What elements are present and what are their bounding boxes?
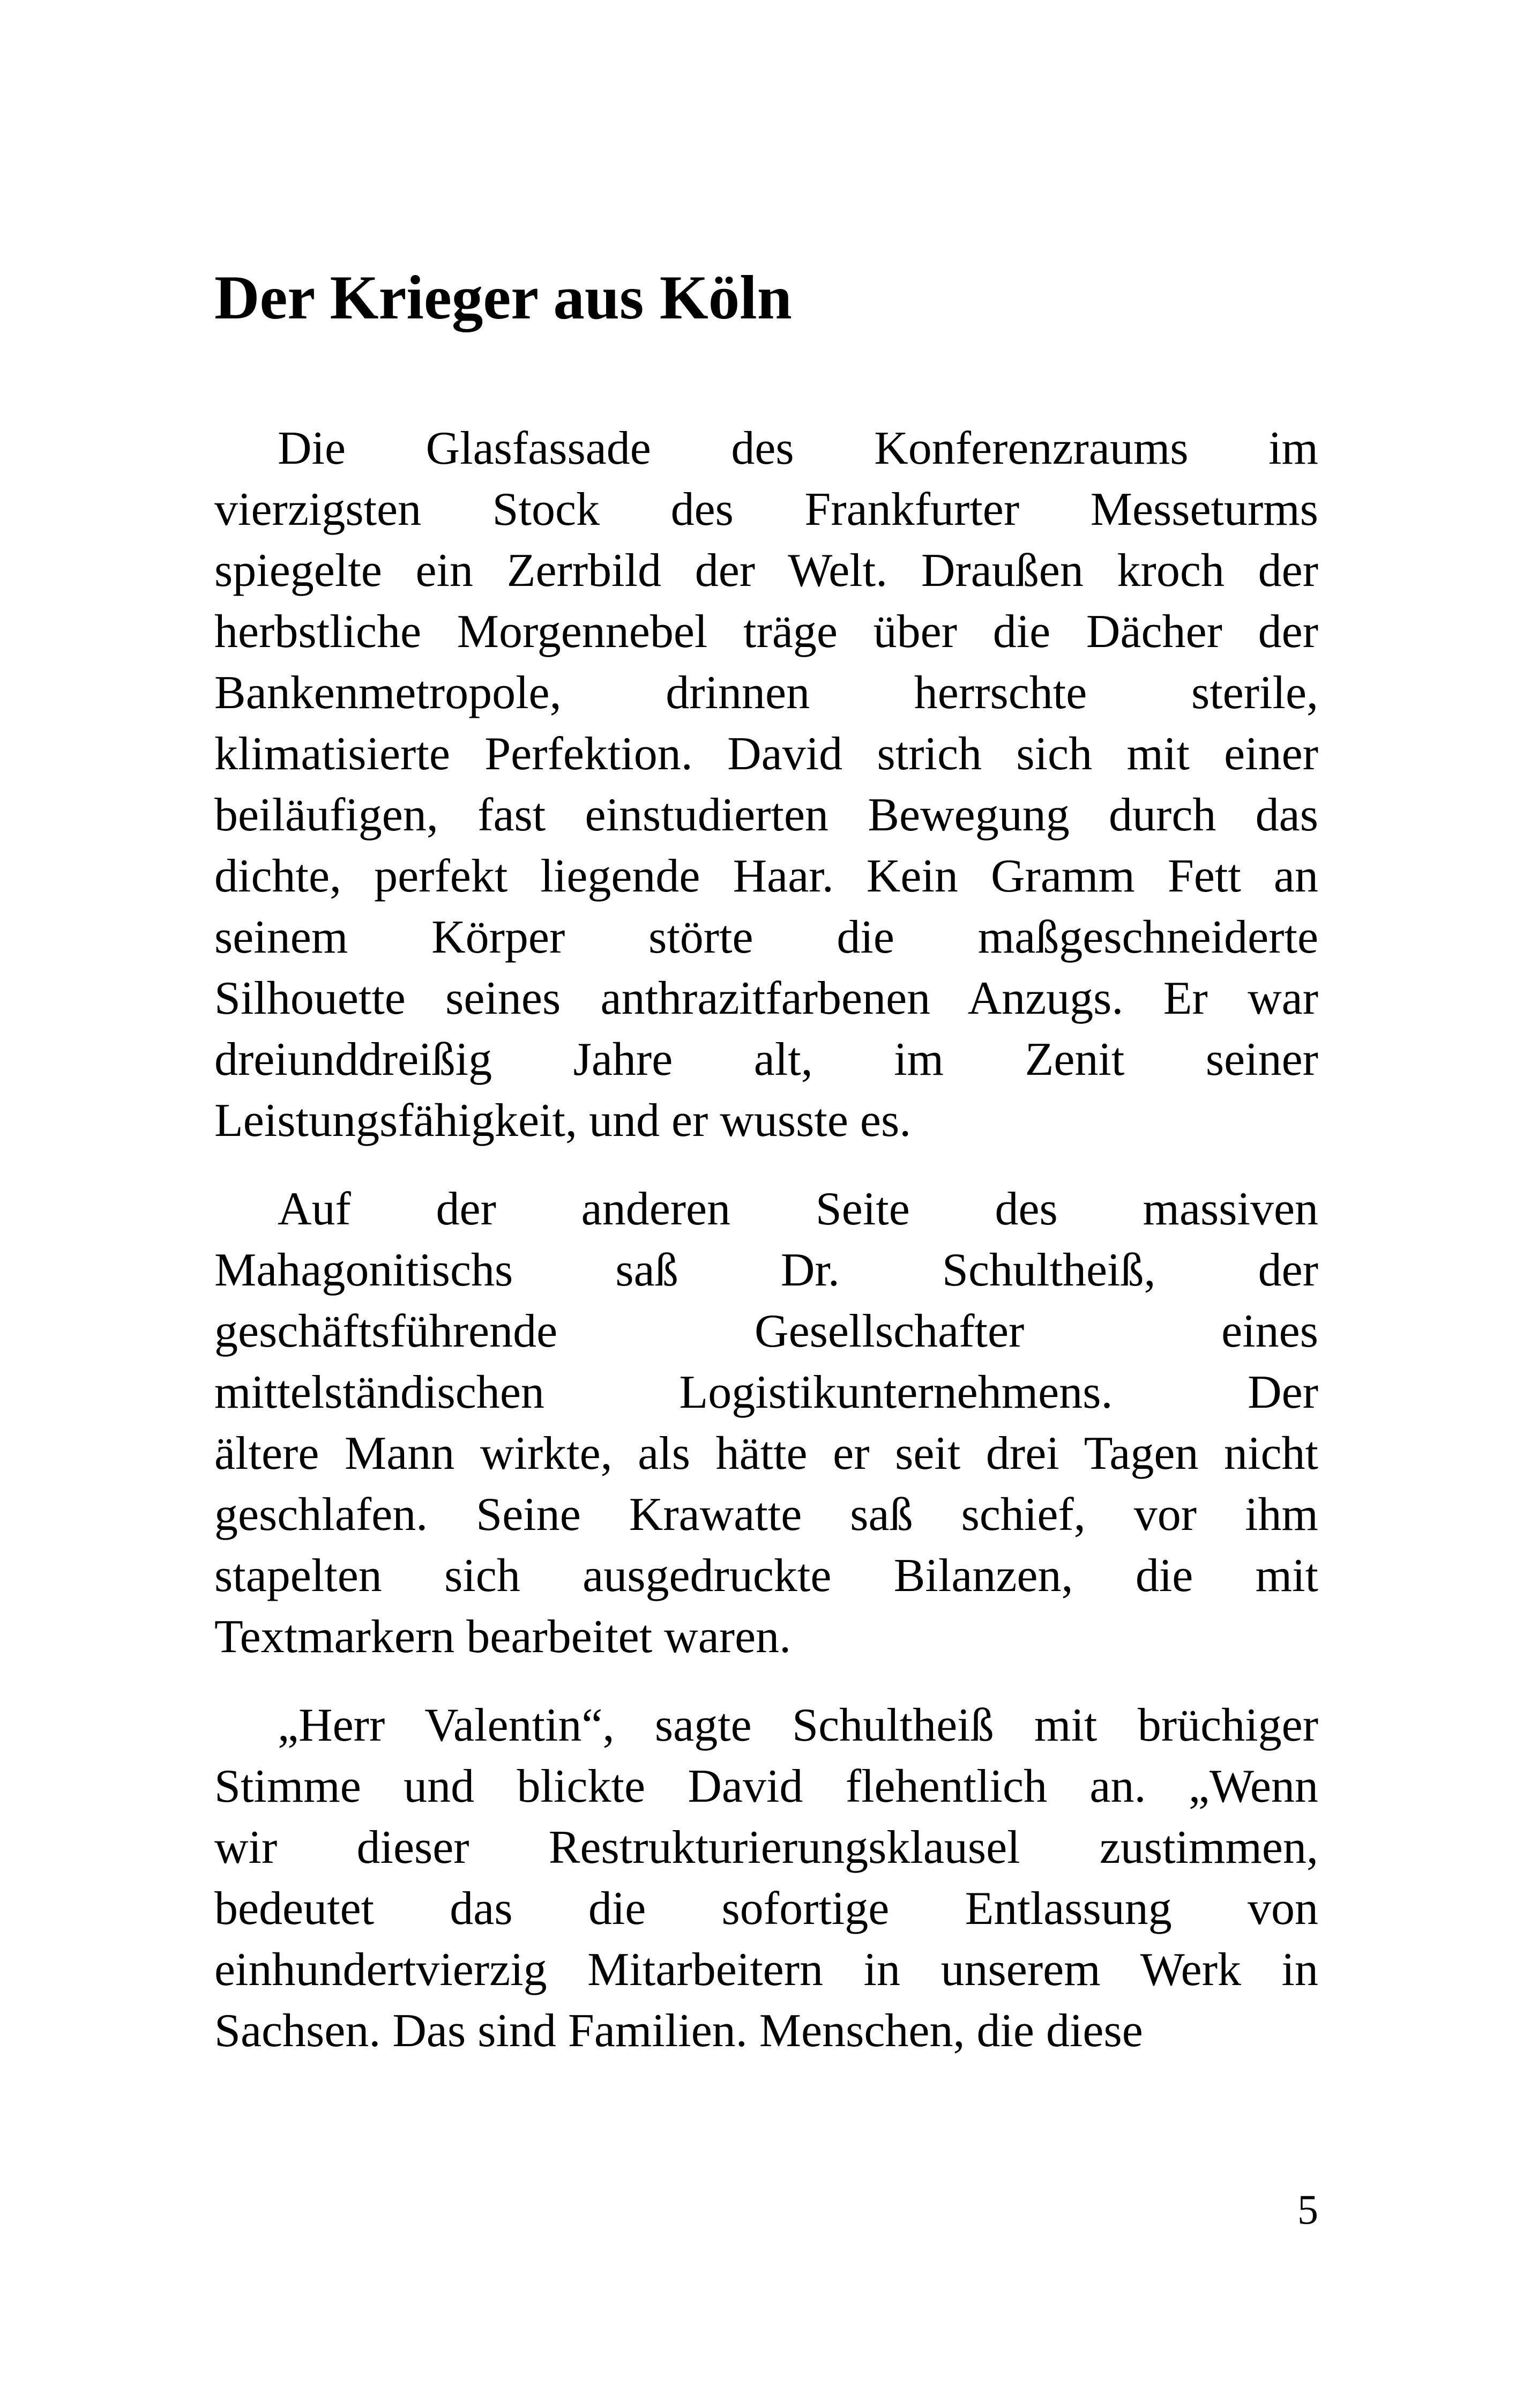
paragraph (214, 1179, 1318, 1668)
text-line: geschäftsführende Gesellschafter eines (214, 1305, 1318, 1357)
text-line: dreiunddreißig Jahre alt, im Zenit seiner (214, 1034, 1318, 1086)
text-line: beiläufigen, fast einstudierten Bewegung durch das (214, 789, 1318, 841)
text-line: „Herr Valentin“, sagte Schultheiß mit brüchiger (278, 1699, 1318, 1751)
text-line: Leistungsfähigkeit, und er wusste es. (214, 1095, 912, 1147)
text-line: klimatisierte Perfektion. David strich sich mit einer (214, 728, 1318, 780)
text-line: seinem Körper störte die maßgeschneiderte (214, 911, 1318, 963)
text-line: Sachsen. Das sind Familien. Menschen, die diese (214, 2005, 1143, 2057)
chapter-title: Der Krieger aus Köln (214, 263, 792, 332)
text-line: bedeutet das die sofortige Entlassung von (214, 1883, 1318, 1935)
text-line: mittelständischen Logistikunternehmens. Der (214, 1366, 1318, 1418)
text-line: Auf der anderen Seite des massiven (278, 1183, 1318, 1235)
text-line: Die Glasfassade des Konferenzraums im (278, 422, 1318, 474)
text-line: dichte, perfekt liegende Haar. Kein Gramm Fett an (214, 850, 1318, 902)
text-line: spiegelte ein Zerrbild der Welt. Draußen kroch der (214, 545, 1318, 597)
text-line: einhundertvierzig Mitarbeitern in unserem Werk in (214, 1944, 1318, 1996)
text-line: wir dieser Restrukturierungsklausel zustimmen, (214, 1822, 1318, 1874)
text-line: geschlafen. Seine Krawatte saß schief, vor ihm (214, 1489, 1318, 1541)
page-number: 5 (1297, 2186, 1318, 2233)
body-text (214, 418, 1318, 2089)
paragraph (214, 1695, 1318, 2062)
text-line: Mahagonitischs saß Dr. Schultheiß, der (214, 1244, 1318, 1296)
text-line: Stimme und blickte David flehentlich an. „Wenn (214, 1760, 1318, 1812)
text-line: stapelten sich ausgedruckte Bilanzen, die mit (214, 1550, 1318, 1602)
paragraph (214, 418, 1318, 1151)
text-line: herbstliche Morgennebel träge über die Dächer der (214, 606, 1318, 658)
text-line: ältere Mann wirkte, als hätte er seit drei Tagen nicht (214, 1428, 1318, 1480)
text-line: Textmarkern bearbeitet waren. (214, 1611, 792, 1663)
text-line: vierzigsten Stock des Frankfurter Messeturms (214, 484, 1318, 536)
text-line: Bankenmetropole, drinnen herrschte sterile, (214, 667, 1318, 719)
text-line: Silhouette seines anthrazitfarbenen Anzugs. Er war (214, 972, 1318, 1024)
